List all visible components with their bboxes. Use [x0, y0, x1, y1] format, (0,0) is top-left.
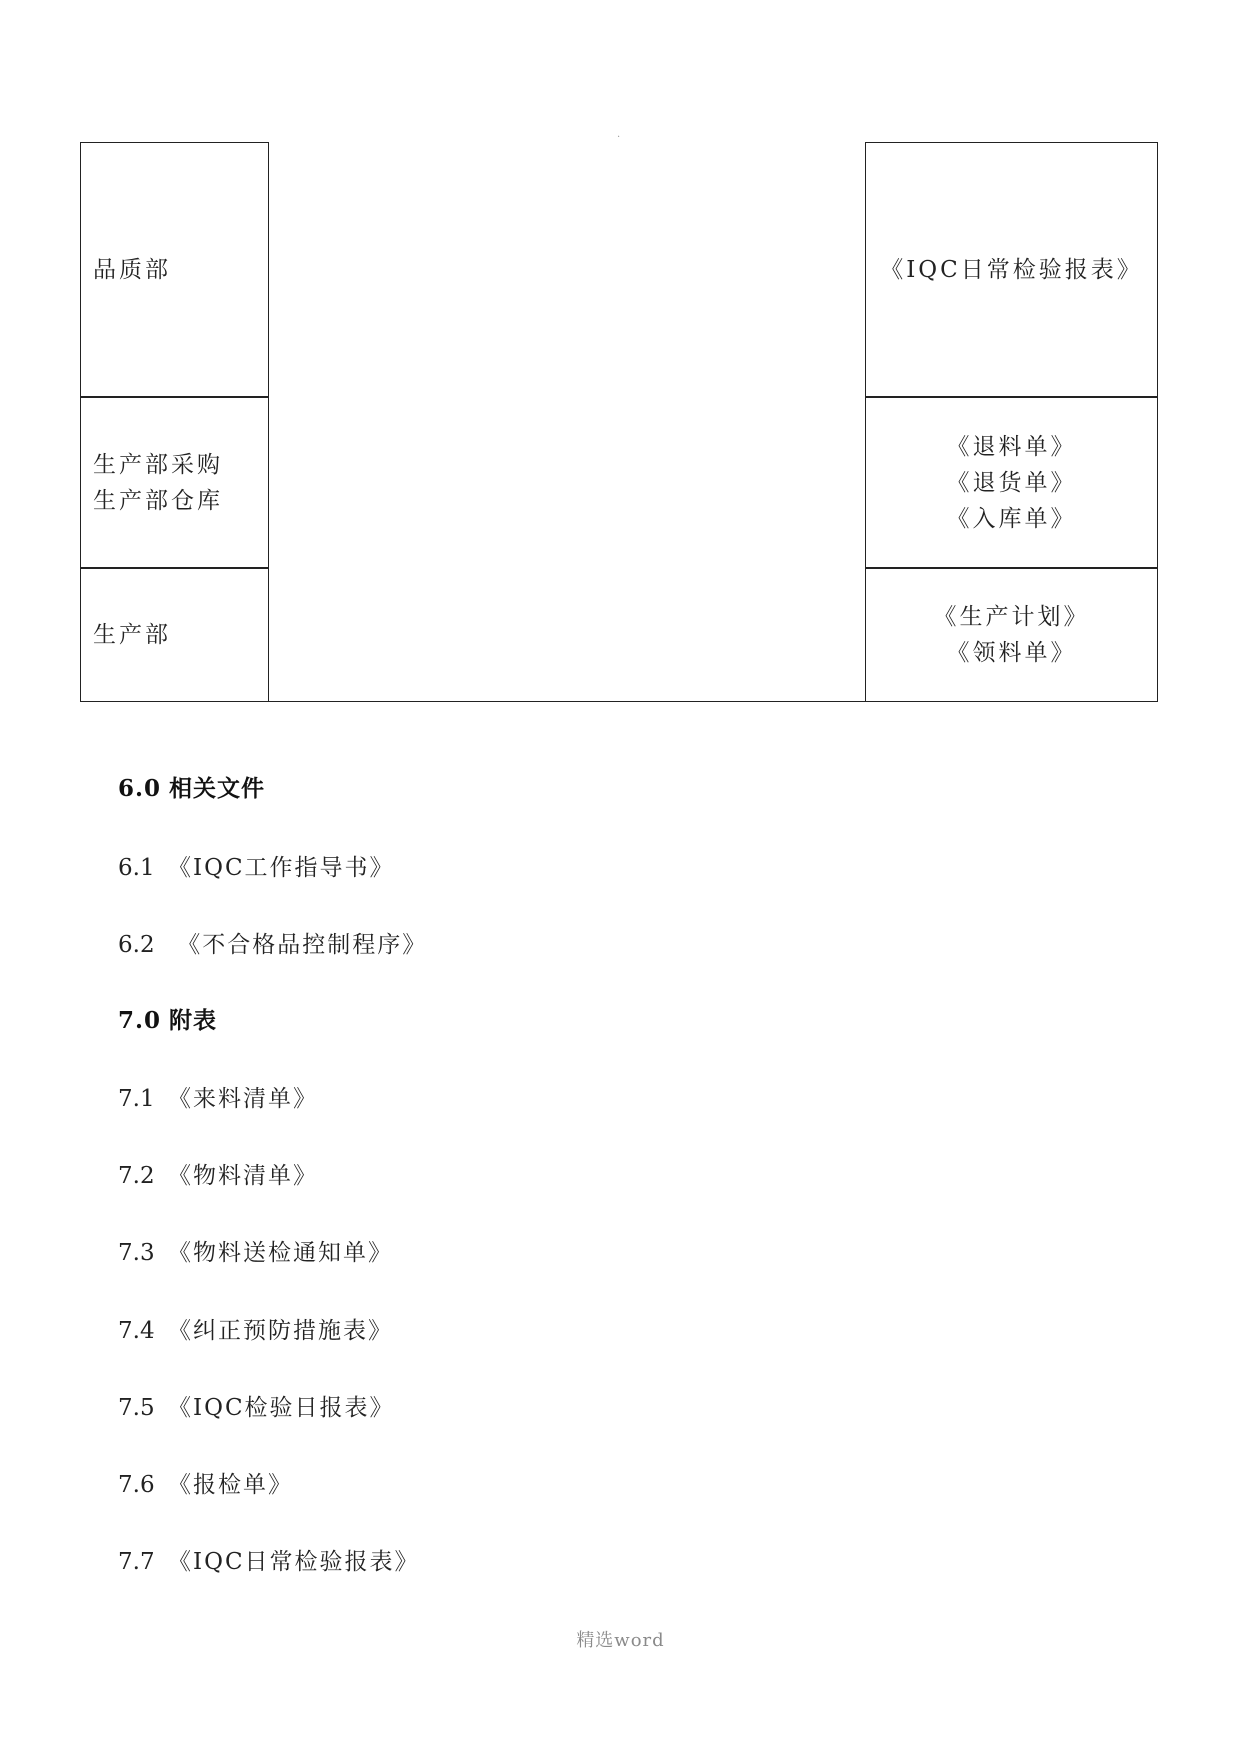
dept-line: 品质部	[93, 257, 171, 283]
item-text: 《IQC工作指导书》	[168, 855, 395, 881]
item-text: 《IQC检验日报表》	[168, 1395, 395, 1421]
record-line: 《退货单》	[946, 469, 1077, 496]
record-line: 《生产计划》	[933, 603, 1090, 630]
table-cell-records-3	[865, 567, 1158, 702]
item-number: 7.2	[118, 1163, 155, 1189]
section-number: 6.0	[118, 775, 162, 802]
item-number: 7.4	[118, 1318, 155, 1344]
item-number: 7.3	[118, 1240, 155, 1266]
list-item	[118, 1543, 420, 1576]
list-item	[118, 1234, 393, 1267]
dept-line: 生产部仓库	[93, 487, 223, 514]
item-text: 《不合格品控制程序》	[168, 932, 428, 958]
record-line: 《退料单》	[946, 433, 1077, 460]
list-item	[118, 1466, 293, 1499]
section-number: 7.0	[118, 1007, 162, 1034]
table-cell-dept-1	[80, 142, 269, 398]
section-heading-6	[118, 770, 265, 803]
item-text: 《物料清单》	[168, 1163, 318, 1189]
item-text: 《报检单》	[168, 1472, 293, 1498]
section-heading-7	[118, 1002, 217, 1035]
list-item	[118, 1312, 393, 1345]
item-number: 7.1	[118, 1086, 155, 1112]
item-text: 《来料清单》	[168, 1086, 318, 1112]
record-line: 《IQC日常检验报表》	[880, 257, 1143, 283]
item-text: 《IQC日常检验报表》	[168, 1549, 420, 1575]
page-footer: 精选word	[576, 1630, 665, 1651]
record-line: 《领料单》	[946, 639, 1077, 666]
dept-line: 生产部采购	[93, 451, 223, 478]
dept-line: 生产部	[93, 621, 171, 648]
table-cell-records-2	[865, 396, 1158, 569]
table-cell-dept-2	[80, 396, 269, 569]
list-item	[118, 849, 395, 882]
record-line: 《入库单》	[946, 505, 1077, 532]
item-number: 7.7	[118, 1549, 155, 1575]
list-item	[118, 1389, 395, 1422]
table-cell-dept-3	[80, 567, 269, 702]
list-item	[118, 1157, 318, 1190]
list-item	[118, 1080, 318, 1113]
header-mark: .	[617, 129, 621, 140]
item-text: 《纠正预防措施表》	[168, 1318, 393, 1344]
flowchart-area	[267, 142, 867, 702]
list-item	[118, 926, 427, 959]
table-cell-records-1	[865, 142, 1158, 398]
section-title: 附表	[169, 1007, 218, 1034]
item-text: 《物料送检通知单》	[168, 1240, 393, 1266]
item-number: 7.6	[118, 1472, 155, 1498]
item-number: 6.1	[118, 855, 155, 881]
section-title: 相关文件	[169, 775, 266, 802]
item-number: 6.2	[118, 932, 155, 958]
item-number: 7.5	[118, 1395, 155, 1421]
